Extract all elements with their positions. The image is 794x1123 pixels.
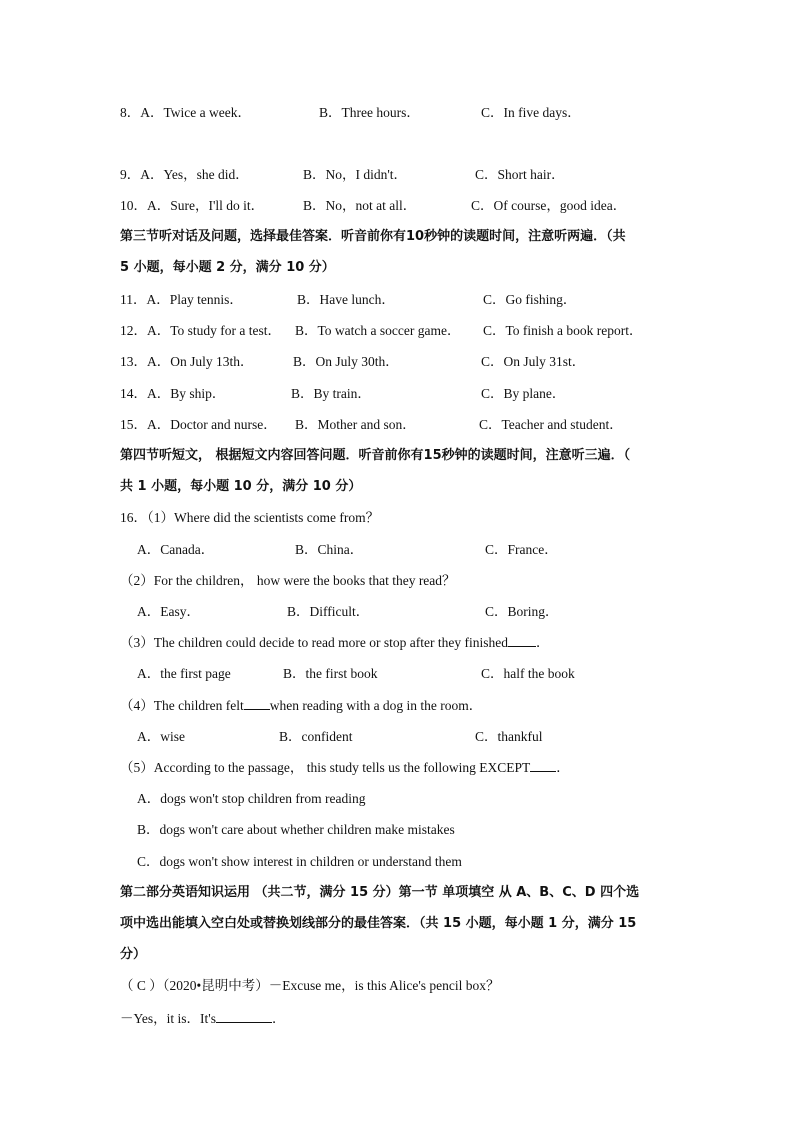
q16-sub4-option-b: B．confident <box>279 729 353 744</box>
q11-option-c: C．Go fishing． <box>483 292 577 307</box>
q16-sub5-question <box>120 759 570 777</box>
q16-sub1-option-b: B．China． <box>295 542 364 557</box>
part2-heading-line2: 项中选出能填入空白处或替换划线部分的最佳答案．（共 15 小题，每小题 1 分，满分 15 <box>120 916 637 931</box>
q16-sub4-option-a: A．wise <box>137 729 185 744</box>
q16-sub2-option-b: B．Difficult． <box>287 604 370 619</box>
q12-option-c: C．To finish a book report． <box>483 323 643 338</box>
answer-blank <box>216 1010 272 1023</box>
question-response-end: ． <box>271 1011 286 1026</box>
q16-sub3-question-end: ． <box>536 635 550 650</box>
q13-option-b: B．On July 30th． <box>293 354 399 369</box>
q16-sub3-option-b: B．the first book <box>283 666 378 681</box>
q15-option-a: 15．A．Doctor and nurse． <box>120 417 277 432</box>
q13-option-c: C．On July 31st． <box>481 354 586 369</box>
answer-blank <box>530 759 556 772</box>
q9-option-c: C．Short hair． <box>475 167 565 182</box>
q8-option-c: C．In five days． <box>481 105 581 120</box>
question-response <box>120 1010 285 1028</box>
q9-option-a: 9．A．Yes，she did． <box>120 167 249 182</box>
q16-sub2-option-c: C．Boring． <box>485 604 559 619</box>
q16-sub3-question <box>120 634 550 652</box>
q15-option-b: B．Mother and son． <box>295 417 416 432</box>
q16-sub4-option-c: C．thankful <box>475 729 543 744</box>
q16-sub1-option-a: A．Canada． <box>137 542 215 557</box>
part2-heading-line1: 第二部分英语知识运用 （共二节，满分 15 分）第一节 单项填空 从 A、B、C、D 四个选 <box>120 885 640 900</box>
q12-option-b: B．To watch a soccer game． <box>295 323 461 338</box>
q16-sub3-option-a: A．the first page <box>137 666 231 681</box>
answer-blank <box>244 697 270 710</box>
q14-option-b: B．By train． <box>291 386 371 401</box>
q16-sub5-option-a: A．dogs won't stop children from reading <box>137 791 366 806</box>
q8-option-a: 8．A．Twice a week． <box>120 105 252 120</box>
q10-option-a: 10．A．Sure，I'll do it． <box>120 198 265 213</box>
q16-sub5-option-b: B．dogs won't care about whether children make mistakes <box>137 822 455 837</box>
q11-option-a: 11．A．Play tennis． <box>120 292 243 307</box>
q10-option-b: B．No，not at all． <box>303 198 417 213</box>
section4-heading-line2: 共 1 小题，每小题 10 分，满分 10 分） <box>120 479 362 494</box>
q16-sub2-option-a: A．Easy． <box>137 604 200 619</box>
q13-option-a: 13．A．On July 13th． <box>120 354 254 369</box>
q16-sub4-question-text: （4）The children felt <box>120 698 244 713</box>
q16-sub5-question-text: （5）According to the passage， this study tells us the following EXCEPT <box>120 760 531 775</box>
section3-heading-line2: 5 小题，每小题 2 分，满分 10 分） <box>120 260 335 275</box>
section3-heading-line1: 第三节听对话及问题，选择最佳答案．听音前你有10秒钟的读题时间，注意听两遍．（共 <box>120 229 626 244</box>
q15-option-c: C．Teacher and student． <box>479 417 623 432</box>
q16-sub3-option-c: C．half the book <box>481 666 575 681</box>
q11-option-b: B．Have lunch． <box>297 292 395 307</box>
q14-option-c: C．By plane． <box>481 386 566 401</box>
q16-sub5-question-end: ． <box>556 760 570 775</box>
q12-option-a: 12．A．To study for a test． <box>120 323 282 338</box>
answer-blank <box>508 634 536 647</box>
q9-option-b: B．No，I didn't． <box>303 167 408 182</box>
question-response-text: －Yes，it is．It's <box>120 1011 216 1026</box>
q10-option-c: C．Of course，good idea． <box>471 198 627 213</box>
q16-sub3-question-text: （3）The children could decide to read more or stop after they finished <box>120 635 508 650</box>
q16-sub1-question: 16．（1）Where did the scientists come from？ <box>120 510 380 525</box>
q16-sub2-question: （2）For the children， how were the books that they read？ <box>120 573 456 588</box>
section4-heading-line1: 第四节听短文， 根据短文内容回答问题．听音前你有15秒钟的读题时间，注意听三遍．（ <box>120 448 631 463</box>
part2-heading-line3: 分） <box>120 947 147 962</box>
q16-sub1-option-c: C．France． <box>485 542 558 557</box>
question-stem: （ C ）（2020•昆明中考）－Excuse me，is this Alice's pencil box？ <box>120 978 500 993</box>
q16-sub5-option-c: C．dogs won't show interest in children or understand them <box>137 854 462 869</box>
q16-sub4-question-end: when reading with a dog in the room． <box>269 698 483 713</box>
q16-sub4-question <box>120 697 482 715</box>
q14-option-a: 14．A．By ship． <box>120 386 226 401</box>
q8-option-b: B．Three hours． <box>319 105 420 120</box>
